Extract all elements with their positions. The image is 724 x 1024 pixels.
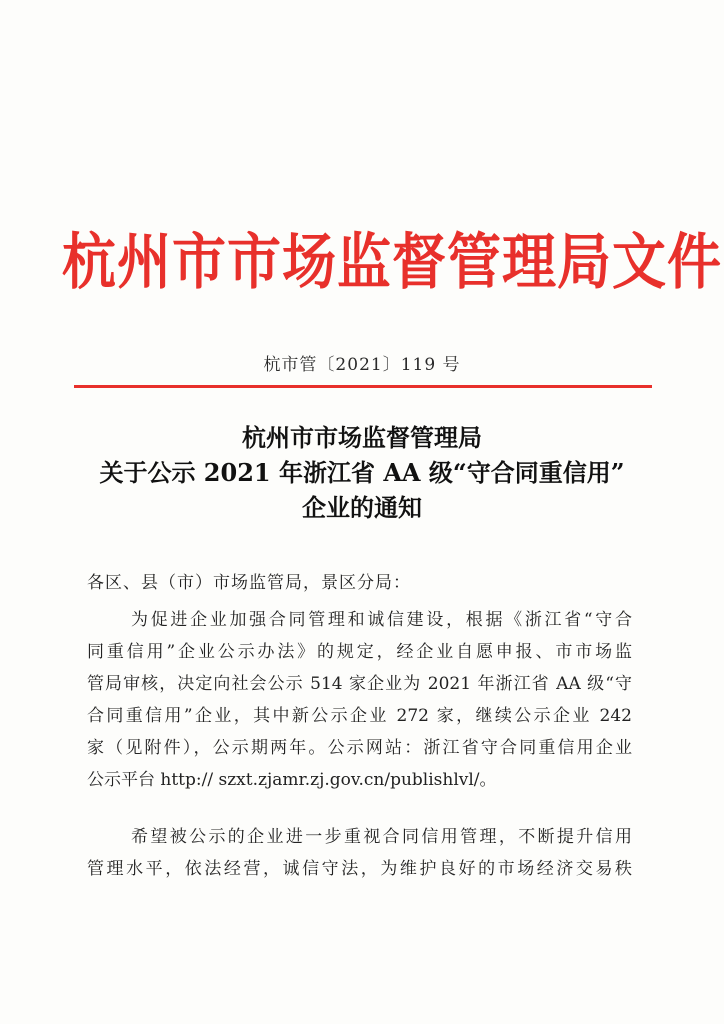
paragraph-2 (87, 821, 632, 885)
paragraph-1-line-4: 合同重信用”企业，其中新公示企业 272 家，继续公示企业 242 (87, 706, 632, 726)
paragraph-1-line-6: 公示平台 http:// szxt.zjamr.zj.gov.cn/publishlvl/。 (87, 770, 497, 790)
paragraph-1-line-5: 家（见附件），公示期两年。公示网站：浙江省守合同重信用企业 (87, 738, 632, 758)
title-line-1: 杭州市市场监督管理局 (242, 423, 482, 452)
salutation: 各区、县（市）市场监管局，景区分局： (87, 573, 411, 593)
paragraph-1 (87, 604, 632, 796)
red-divider-line (74, 385, 652, 388)
masthead: 杭州市市场监督管理局文件 (62, 225, 722, 297)
title-line-2: 关于公示 2021 年浙江省 AA 级“守合同重信用” (99, 458, 625, 487)
document-number: 杭市管〔2021〕119 号 (263, 355, 461, 375)
paragraph-2-line-2: 管理水平，依法经营，诚信守法，为维护良好的市场经济交易秩 (87, 859, 632, 879)
paragraph-2-line-1: 希望被公示的企业进一步重视合同信用管理，不断提升信用 (131, 827, 632, 847)
title-line-3: 企业的通知 (302, 493, 422, 522)
paragraph-1-line-1: 为促进企业加强合同管理和诚信建设，根据《浙江省“守合 (131, 610, 632, 630)
paragraph-1-line-3: 管局审核，决定向社会公示 514 家企业为 2021 年浙江省 AA 级“守 (87, 674, 632, 694)
paragraph-1-line-2: 同重信用”企业公示办法》的规定，经企业自愿申报、市市场监 (87, 642, 632, 662)
notice-title (0, 420, 724, 525)
